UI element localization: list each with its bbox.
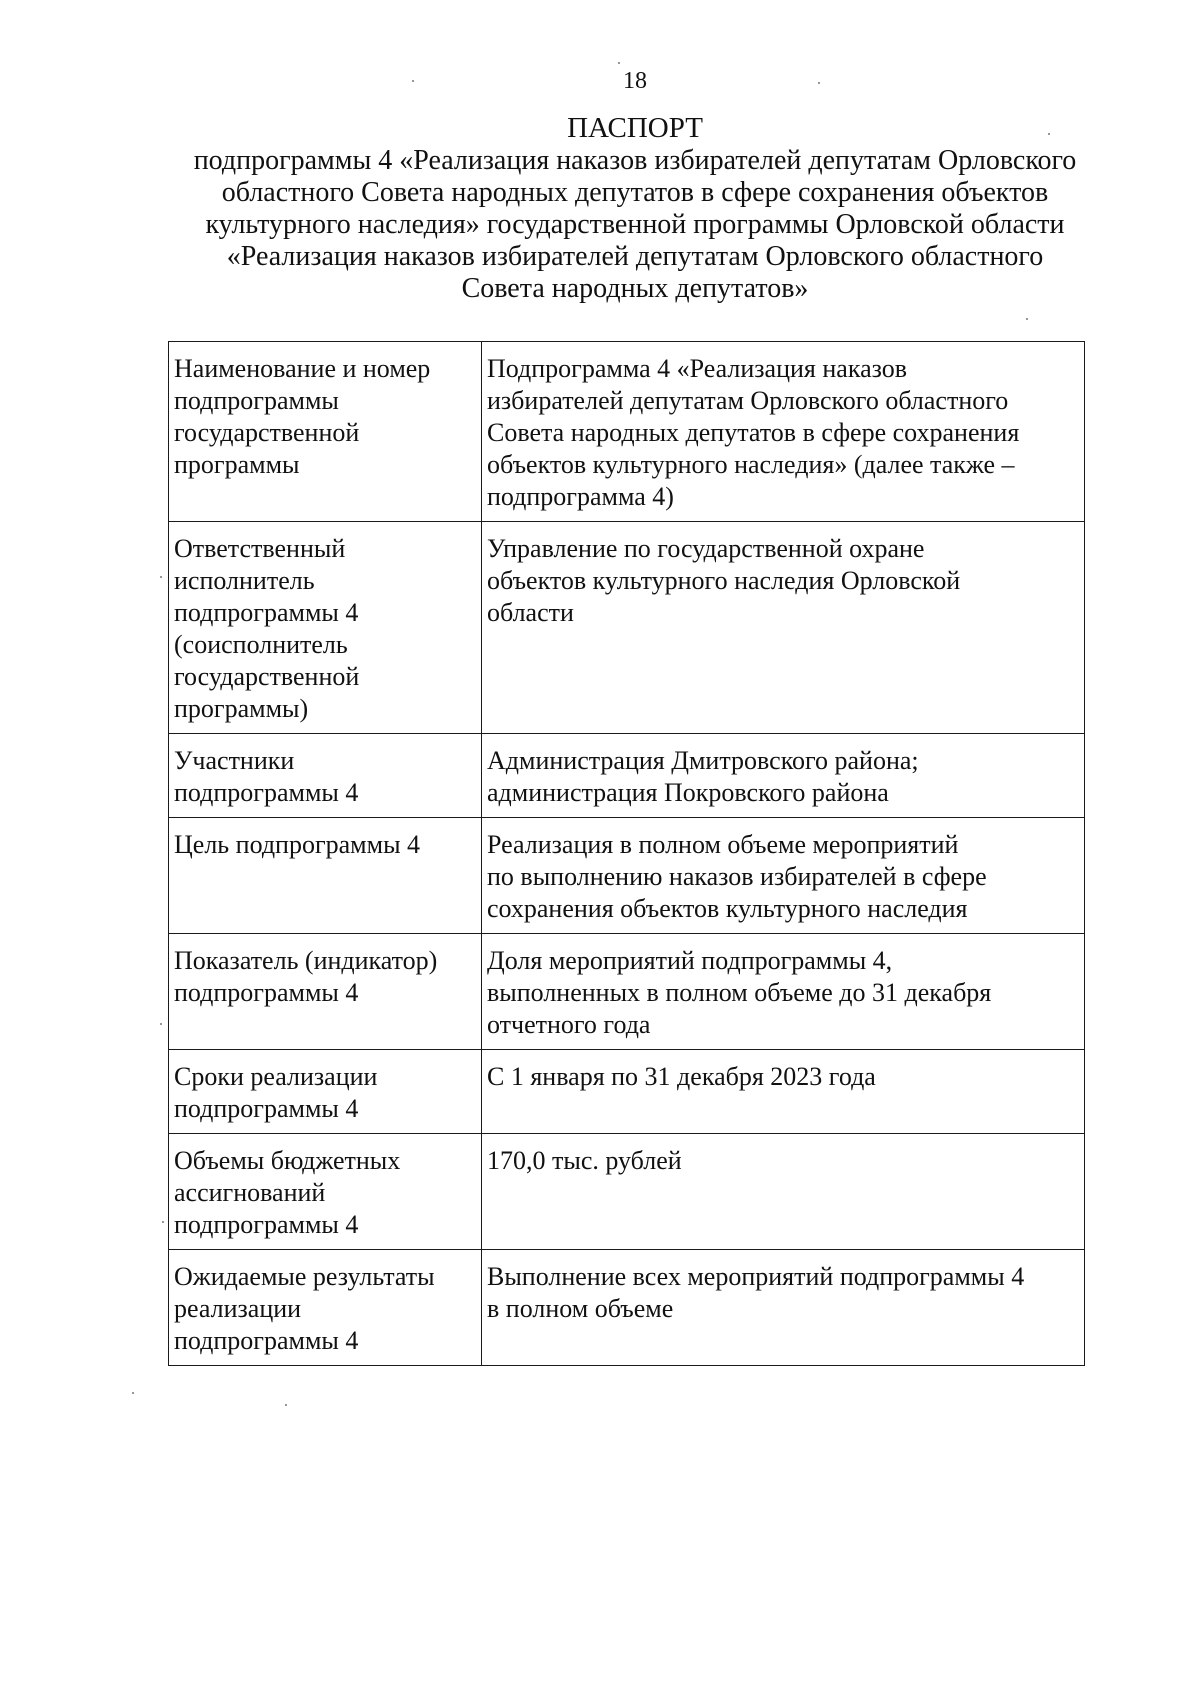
row-value-cell (482, 1250, 1085, 1366)
cell-text-line: государственной (174, 662, 360, 691)
row-value-cell (482, 934, 1085, 1050)
cell-text-line: администрация Покровского района (487, 778, 889, 807)
table-row (169, 1134, 1085, 1250)
scan-speck (1048, 133, 1050, 135)
row-label-cell (169, 934, 482, 1050)
scan-speck (1026, 318, 1028, 320)
row-label-cell (169, 1050, 482, 1134)
scan-speck (160, 1023, 162, 1025)
heading-line: областного Совета народных депутатов в сфере сохранения объектов (221, 177, 1049, 208)
cell-text-line: Показатель (индикатор) (174, 946, 438, 975)
scan-speck (132, 1392, 134, 1394)
cell-text-line: Администрация Дмитровского района; (487, 746, 919, 775)
cell-text-line: программы (174, 450, 300, 479)
cell-text-line: в полном объеме (487, 1294, 674, 1323)
cell-text-line: выполненных в полном объеме до 31 декабря (487, 978, 992, 1007)
cell-text-line: Доля мероприятий подпрограммы 4, (487, 946, 893, 975)
row-value-cell (482, 818, 1085, 934)
cell-text-line: (соисполнитель (174, 630, 348, 659)
table-row (169, 734, 1085, 818)
row-label-cell (169, 734, 482, 818)
cell-text-line: Цель подпрограммы 4 (174, 830, 421, 859)
row-value-cell (482, 342, 1085, 522)
table-row (169, 342, 1085, 522)
cell-text-line: программы) (174, 694, 309, 723)
row-label-cell (169, 1134, 482, 1250)
cell-text-line: Совета народных депутатов в сфере сохранения (487, 418, 1020, 447)
cell-text-line: подпрограммы 4 (174, 1326, 359, 1355)
cell-text-line: Участники (174, 746, 295, 775)
cell-text-line: государственной (174, 418, 360, 447)
cell-text-line: С 1 января по 31 декабря 2023 года (487, 1062, 876, 1091)
cell-text-line: Подпрограмма 4 «Реализация наказов (487, 354, 907, 383)
document-title: ПАСПОРТ (567, 112, 703, 144)
heading-line: «Реализация наказов избирателей депутатам Орловского областного (226, 241, 1044, 272)
cell-text-line: Выполнение всех мероприятий подпрограммы 4 (487, 1262, 1025, 1291)
scan-speck (160, 576, 162, 578)
cell-text-line: области (487, 598, 574, 627)
row-label-cell (169, 342, 482, 522)
cell-text-line: подпрограммы 4 (174, 1094, 359, 1123)
cell-text-line: подпрограмма 4) (487, 482, 674, 511)
cell-text-line: подпрограммы 4 (174, 598, 359, 627)
cell-text-line: 170,0 тыс. рублей (487, 1146, 682, 1175)
table-row (169, 522, 1085, 734)
cell-text-line: отчетного года (487, 1010, 651, 1039)
scan-speck (618, 62, 620, 64)
heading-line: подпрограммы 4 «Реализация наказов избирателей депутатам Орловского (193, 145, 1077, 176)
cell-text-line: Ожидаемые результаты (174, 1262, 435, 1291)
cell-text-line: подпрограммы 4 (174, 1210, 359, 1239)
document-heading (140, 112, 1130, 305)
table-row (169, 1050, 1085, 1134)
table-row (169, 934, 1085, 1050)
table-row (169, 1250, 1085, 1366)
cell-text-line: Ответственный (174, 534, 346, 563)
cell-text-line: реализации (174, 1294, 302, 1323)
row-value-cell (482, 1134, 1085, 1250)
row-label-cell (169, 522, 482, 734)
heading-line: культурного наследия» государственной программы Орловской области (205, 209, 1065, 240)
cell-text-line: Наименование и номер (174, 354, 431, 383)
table-row (169, 818, 1085, 934)
cell-text-line: по выполнению наказов избирателей в сфере (487, 862, 987, 891)
cell-text-line: Сроки реализации (174, 1062, 378, 1091)
heading-line: Совета народных депутатов» (461, 273, 809, 304)
scan-speck (818, 82, 820, 84)
row-value-cell (482, 522, 1085, 734)
page-number: 18 (623, 68, 647, 94)
cell-text-line: Управление по государственной охране (487, 534, 925, 563)
cell-text-line: подпрограммы 4 (174, 778, 359, 807)
row-label-cell (169, 818, 482, 934)
cell-text-line: избирателей депутатам Орловского областного (487, 386, 1009, 415)
cell-text-line: Объемы бюджетных (174, 1146, 401, 1175)
row-value-cell (482, 734, 1085, 818)
cell-text-line: ассигнований (174, 1178, 326, 1207)
cell-text-line: подпрограммы (174, 386, 339, 415)
row-label-cell (169, 1250, 482, 1366)
cell-text-line: исполнитель (174, 566, 315, 595)
passport-table-body (169, 342, 1085, 1366)
row-value-cell (482, 1050, 1085, 1134)
scan-speck (285, 1404, 287, 1406)
cell-text-line: Реализация в полном объеме мероприятий (487, 830, 959, 859)
scan-speck (162, 1221, 164, 1223)
cell-text-line: объектов культурного наследия» (далее также – (487, 450, 1015, 479)
scan-speck (412, 80, 414, 82)
cell-text-line: подпрограммы 4 (174, 978, 359, 1007)
cell-text-line: объектов культурного наследия Орловской (487, 566, 961, 595)
cell-text-line: сохранения объектов культурного наследия (487, 894, 968, 923)
passport-table (168, 341, 1085, 1366)
